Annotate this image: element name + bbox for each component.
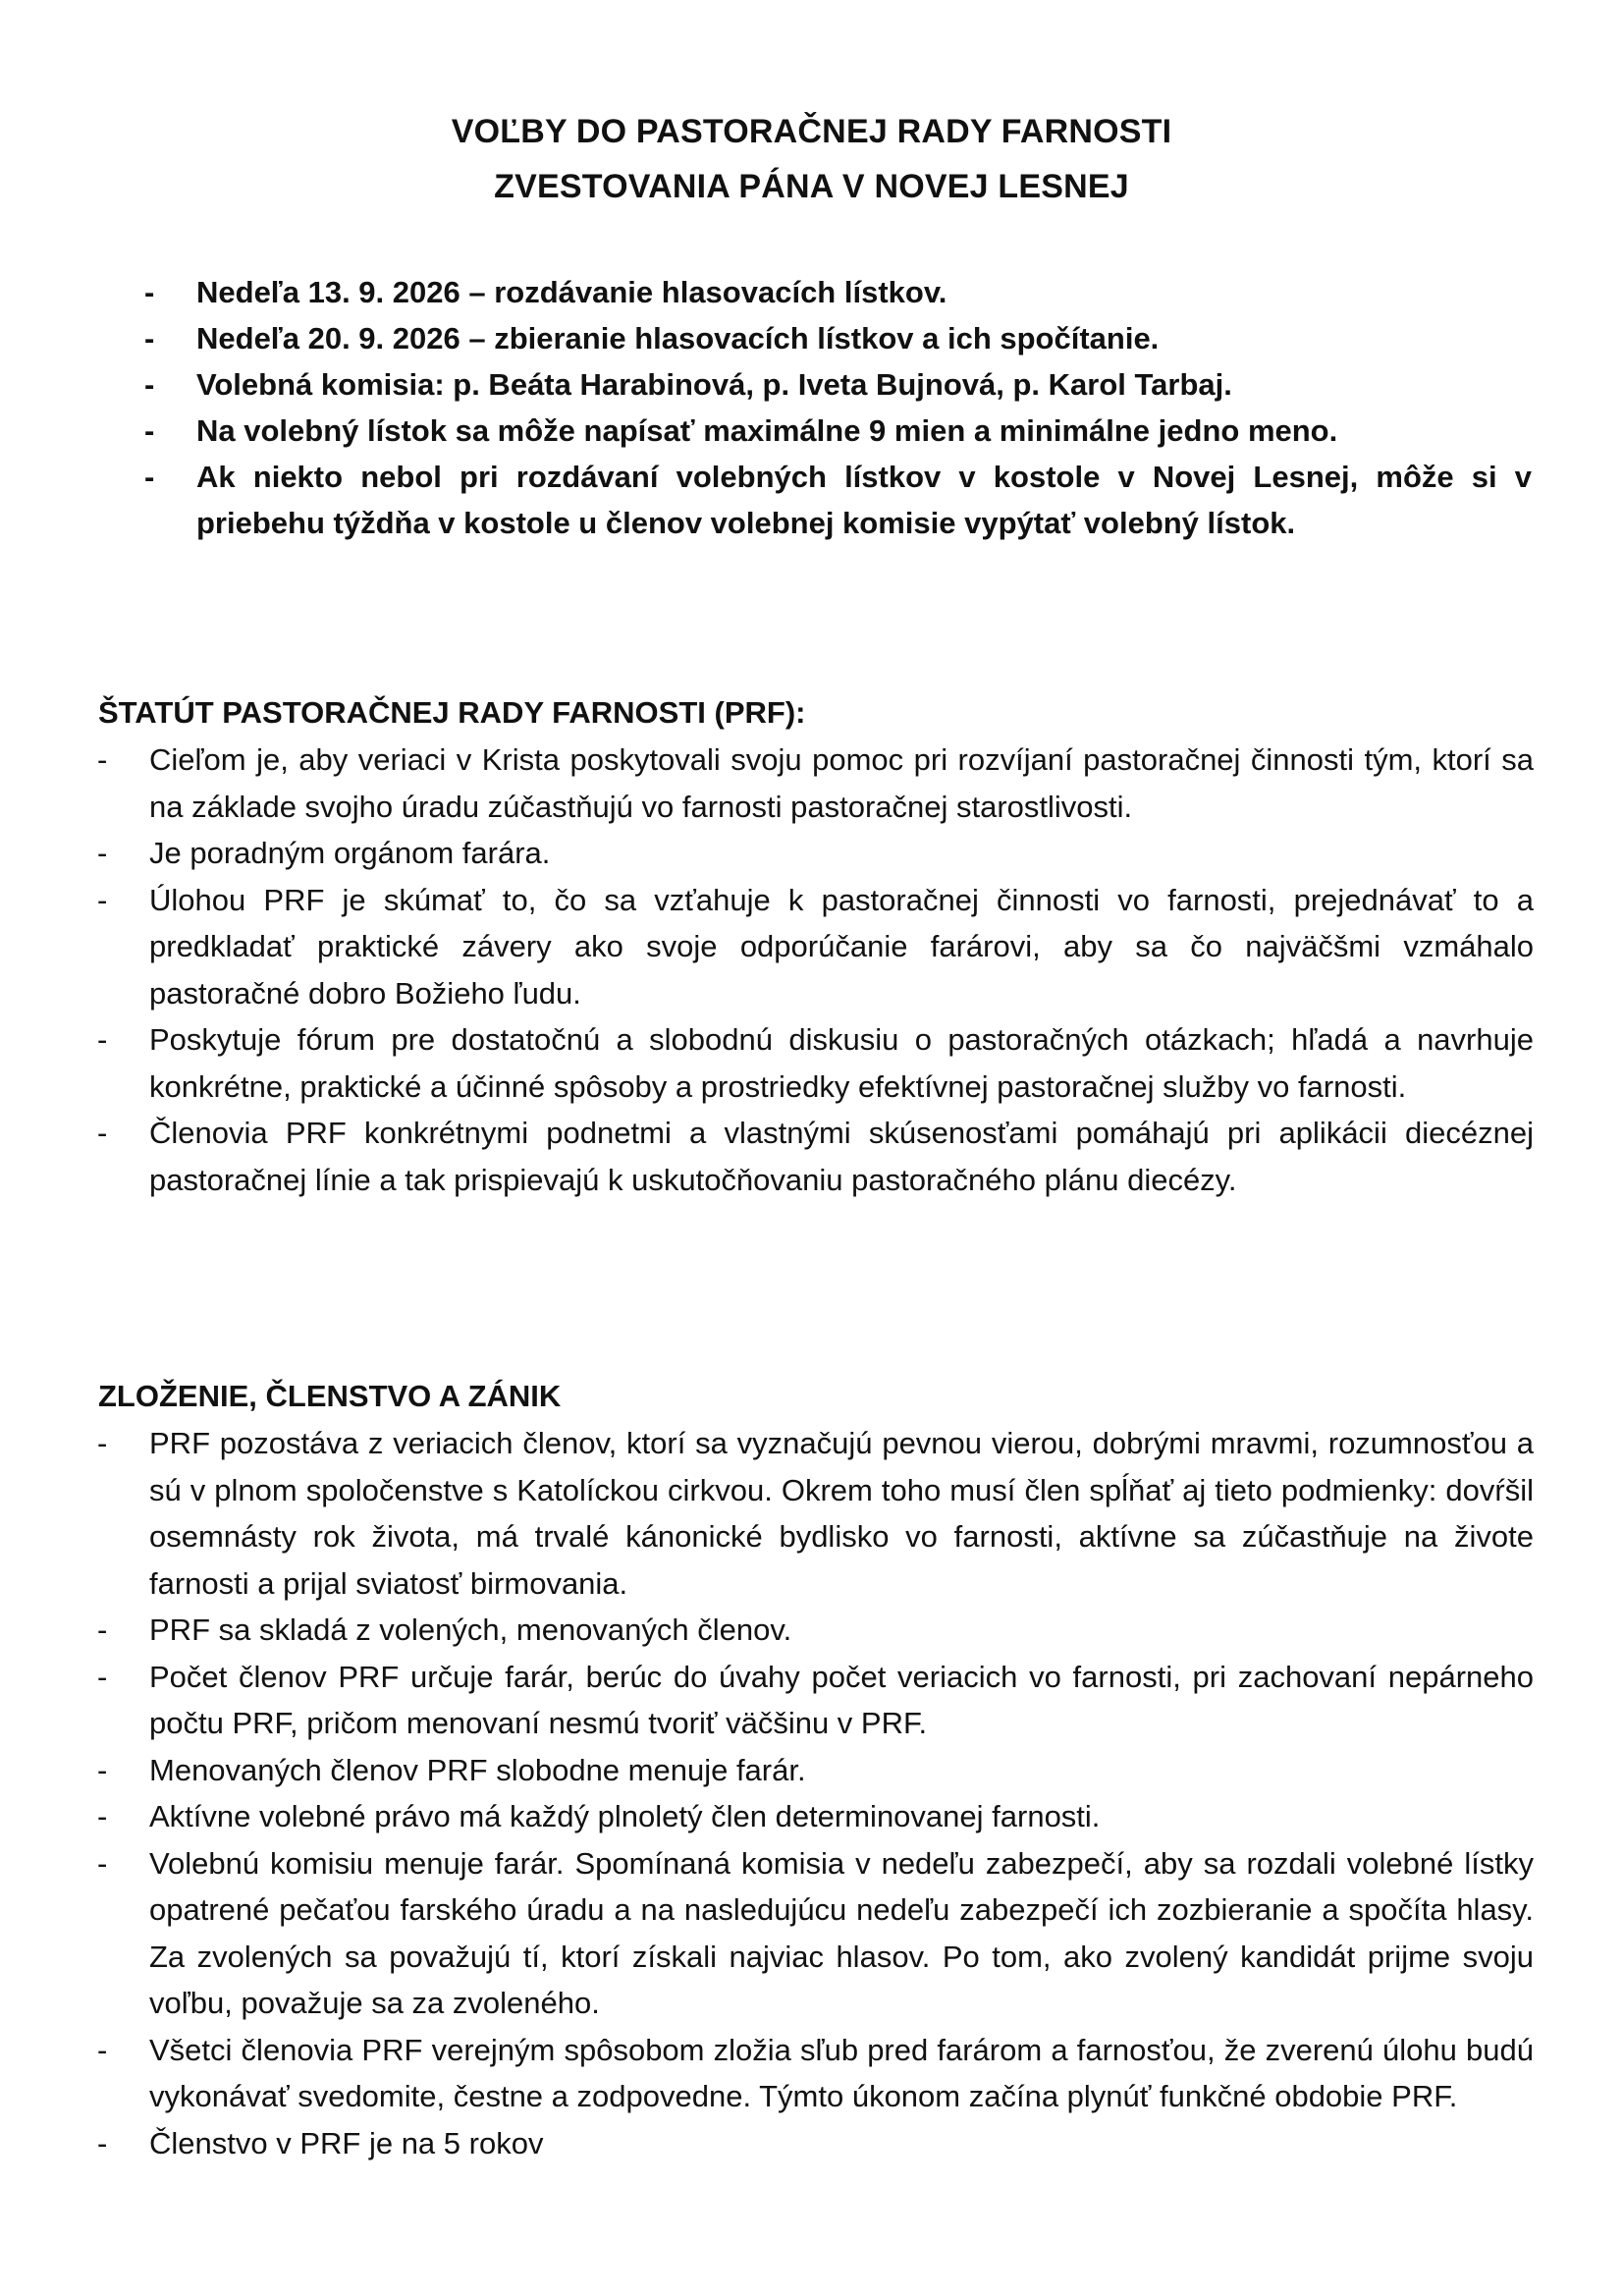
zlozenie-item	[97, 2120, 1534, 2167]
zlozenie-item	[97, 1607, 1534, 1654]
zlozenie-item-text: PRF pozostáva z veriacich členov, ktorí sa vyznačujú pevnou vierou, dobrými mravmi, rozumnosťou a sú v plnom spoločenstve s Katolíckou cirkvou. Okrem toho musí člen spĺňať aj tieto podmienky: dovŕšil osemnásty rok života, má trvalé kánonické bydlisko vo farnosti, aktívne sa zúčastňuje na živote farnosti a prijal sviatosť birmovania.	[149, 1426, 1534, 1601]
zlozenie-item-text: Menovaných členov PRF slobodne menuje farár.	[149, 1752, 806, 1787]
announcement-text: Nedeľa 13. 9. 2026 – rozdávanie hlasovacích lístkov.	[196, 275, 947, 309]
announcement-item	[144, 269, 1532, 315]
document-title-line-2: ZVESTOVANIA PÁNA V NOVEJ LESNEJ	[494, 168, 1129, 205]
bullet-dash: -	[144, 460, 155, 494]
zlozenie-item	[97, 1747, 1534, 1794]
zlozenie-list	[97, 1420, 1534, 2166]
announcement-text: Volebná komisia: p. Beáta Harabinová, p. Iveta Bujnová, p. Karol Tarbaj.	[196, 367, 1232, 402]
bullet-dash: -	[97, 2125, 108, 2160]
statut-item	[97, 1016, 1534, 1110]
statut-item	[97, 877, 1534, 1017]
zlozenie-item-text: Všetci členovia PRF verejným spôsobom zložia sľub pred farárom a farnosťou, že zverenú úlohu budú vykonávať svedomite, čestne a zodpovedne. Týmto úkonom začína plynúť funkčné obdobie PRF.	[149, 2032, 1534, 2113]
bullet-dash: -	[97, 2032, 108, 2067]
zlozenie-item	[97, 1420, 1534, 1607]
zlozenie-heading: ZLOŽENIE, ČLENSTVO A ZÁNIK	[98, 1379, 562, 1413]
bullet-dash: -	[97, 1752, 108, 1787]
statut-item	[97, 1110, 1534, 1203]
bullet-dash: -	[97, 836, 108, 870]
bullet-dash: -	[144, 321, 155, 355]
announcement-item	[144, 408, 1532, 454]
document-title-line-1: VOĽBY DO PASTORAČNEJ RADY FARNOSTI	[451, 113, 1172, 150]
bullet-dash: -	[97, 1426, 108, 1460]
statut-item-text: Úlohou PRF je skúmať to, čo sa vzťahuje k pastoračnej činnosti vo farnosti, prejednávať to a predkladať praktické závery ako svoje odporúčanie farárovi, aby sa čo najväčšmi vzmáhalo pastoračné dobro Božieho ľudu.	[149, 882, 1534, 1011]
zlozenie-item	[97, 1840, 1534, 2027]
announcement-list	[144, 269, 1532, 546]
bullet-dash: -	[97, 1116, 108, 1150]
bullet-dash: -	[97, 1659, 108, 1694]
bullet-dash: -	[97, 742, 108, 777]
announcement-text: Nedeľa 20. 9. 2026 – zbieranie hlasovacích lístkov a ich spočítanie.	[196, 321, 1160, 355]
statut-item-text: Členovia PRF konkrétnymi podnetmi a vlastnými skúsenosťami pomáhajú pri aplikácii diecéznej pastoračnej línie a tak prispievajú k uskutočňovaniu pastoračného plánu diecézy.	[149, 1116, 1534, 1197]
statut-item-text: Cieľom je, aby veriaci v Krista poskytovali svoju pomoc pri rozvíjaní pastoračnej činnosti tým, ktorí sa na základe svojho úradu zúčastňujú vo farnosti pastoračnej starostlivosti.	[149, 742, 1534, 824]
bullet-dash: -	[97, 882, 108, 917]
statut-item-text: Poskytuje fórum pre dostatočnú a slobodnú diskusiu o pastoračných otázkach; hľadá a navrhuje konkrétne, praktické a účinné spôsoby a prostriedky efektívnej pastoračnej služby vo farnosti.	[149, 1022, 1534, 1104]
announcement-item	[144, 315, 1532, 361]
statut-list	[97, 737, 1534, 1203]
bullet-dash: -	[144, 275, 155, 309]
announcement-item	[144, 454, 1532, 546]
announcement-text: Na volebný lístok sa môže napísať maximálne 9 mien a minimálne jedno meno.	[196, 413, 1338, 448]
zlozenie-item	[97, 1654, 1534, 1747]
zlozenie-item-text: Počet členov PRF určuje farár, berúc do úvahy počet veriacich vo farnosti, pri zachovaní nepárneho počtu PRF, pričom menovaní nesmú tvoriť väčšinu v PRF.	[149, 1659, 1534, 1740]
announcement-item	[144, 361, 1532, 408]
zlozenie-item	[97, 2027, 1534, 2120]
statut-heading: ŠTATÚT PASTORAČNEJ RADY FARNOSTI (PRF):	[98, 695, 806, 730]
zlozenie-item	[97, 1793, 1534, 1840]
statut-item-text: Je poradným orgánom farára.	[149, 836, 551, 870]
zlozenie-item-text: Volebnú komisiu menuje farár. Spomínaná komisia v nedeľu zabezpečí, aby sa rozdali volebné lístky opatrené pečaťou farského úradu a na nasledujúcu nedeľu zabezpečí ich zozbieranie a spočíta hlasy. Za zvolených sa považujú tí, ktorí získali najviac hlasov. Po tom, ako zvolený kandidát prijme svoju voľbu, považuje sa za zvoleného.	[149, 1845, 1534, 2020]
bullet-dash: -	[97, 1799, 108, 1833]
zlozenie-item-text: Členstvo v PRF je na 5 rokov	[149, 2125, 544, 2160]
zlozenie-item-text: PRF sa skladá z volených, menovaných členov.	[149, 1613, 792, 1647]
bullet-dash: -	[97, 1613, 108, 1647]
bullet-dash: -	[144, 413, 155, 448]
statut-item	[97, 737, 1534, 830]
bullet-dash: -	[97, 1022, 108, 1057]
bullet-dash: -	[97, 1845, 108, 1881]
zlozenie-item-text: Aktívne volebné právo má každý plnoletý člen determinovanej farnosti.	[149, 1799, 1101, 1833]
bullet-dash: -	[144, 367, 155, 402]
statut-item	[97, 830, 1534, 877]
announcement-text: Ak niekto nebol pri rozdávaní volebných lístkov v kostole v Novej Lesnej, môže si v priebehu týždňa v kostole u členov volebnej komisie vypýtať volebný lístok.	[196, 460, 1532, 540]
